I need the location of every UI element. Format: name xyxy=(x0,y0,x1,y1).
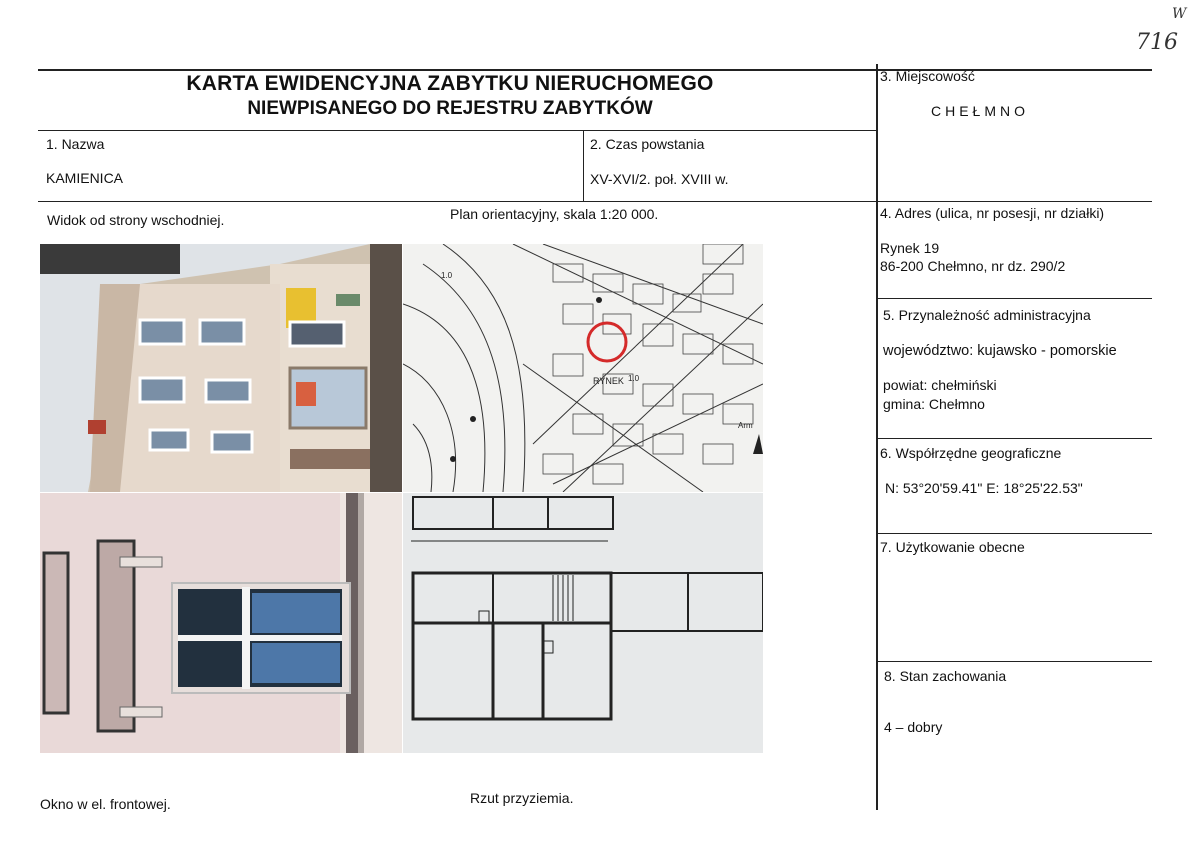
usage-divider xyxy=(876,661,1152,662)
card-title: KARTA EWIDENCYJNA ZABYTKU NIERUCHOMEGO xyxy=(186,72,714,95)
field-admin-county: powiat: chełmiński xyxy=(883,377,997,393)
field-address-label: 4. Adres (ulica, nr posesji, nr działki) xyxy=(880,205,1105,221)
handwritten-mark: W xyxy=(1172,6,1187,22)
photo-floor-plan xyxy=(403,493,763,753)
field-admin-label: 5. Przynależność administracyjna xyxy=(883,307,1091,323)
caption-east-view: Widok od strony wschodniej. xyxy=(47,212,225,228)
coords-divider xyxy=(876,533,1152,534)
field-name-value: KAMIENICA xyxy=(46,170,124,186)
photo-orientation-map xyxy=(403,244,763,492)
field-condition-label: 8. Stan zachowania xyxy=(884,668,1007,684)
field-admin-commune: gmina: Chełmno xyxy=(883,396,985,412)
field-locality-label: 3. Miejscowość xyxy=(880,68,975,84)
right-column-divider xyxy=(876,64,878,810)
photo-building-east xyxy=(40,244,402,492)
field-locality-value: CHEŁMNO xyxy=(930,103,1029,119)
field-address-line2: 86-200 Chełmno, nr dz. 290/2 xyxy=(880,258,1066,274)
caption-window: Okno w el. frontowej. xyxy=(40,796,171,812)
field-admin-voivodeship: województwo: kujawsko - pomorskie xyxy=(883,343,1117,359)
top-border xyxy=(38,69,1152,71)
caption-plan: Plan orientacyjny, skala 1:20 000. xyxy=(450,206,659,222)
field-name-label: 1. Nazwa xyxy=(46,136,105,152)
field-coords-value: N: 53°20'59.41" E: 18°25'22.53" xyxy=(885,480,1083,496)
photo-window-detail xyxy=(40,493,402,753)
addr-divider xyxy=(876,298,1152,299)
field-usage-label: 7. Użytkowanie obecne xyxy=(880,539,1025,555)
field-address-line1: Rynek 19 xyxy=(880,240,940,256)
card-subtitle: NIEWPISANEGO DO REJESTRU ZABYTKÓW xyxy=(247,98,653,119)
name-date-divider xyxy=(583,130,584,201)
map-label-contour-2: 1.0 xyxy=(441,271,453,280)
field-coords-label: 6. Współrzędne geograficzne xyxy=(880,445,1062,461)
field-date-label: 2. Czas powstania xyxy=(590,136,705,152)
caption-floor-plan: Rzut przyziemia. xyxy=(470,790,574,806)
map-label-contour-1: 1.0 xyxy=(628,374,640,383)
admin-divider xyxy=(876,438,1152,439)
map-label-rynek: RYNEK xyxy=(593,376,624,386)
map-label-street: Arm xyxy=(738,421,753,430)
field-date-value: XV-XVI/2. poł. XVIII w. xyxy=(590,171,729,187)
field-condition-value: 4 – dobry xyxy=(884,719,943,735)
page-number: 716 xyxy=(1136,30,1178,55)
row1-divider xyxy=(38,201,1152,202)
title-divider xyxy=(38,130,876,131)
